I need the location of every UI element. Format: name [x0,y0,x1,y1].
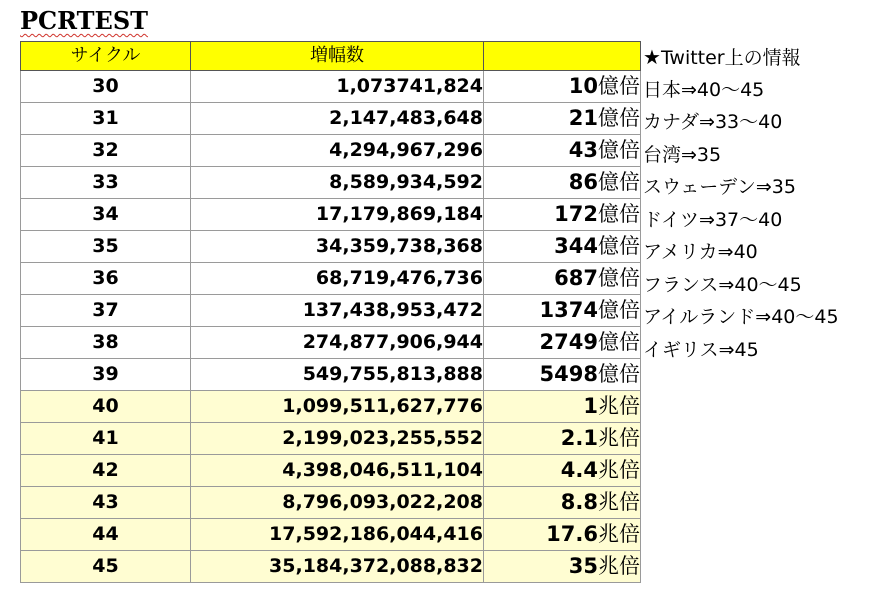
times-unit: 兆倍 [598,426,640,450]
amplification-cell[interactable]: 2,147,483,648 [191,103,484,135]
times-unit: 兆倍 [598,394,640,418]
amplification-cell[interactable]: 35,184,372,088,832 [191,551,484,583]
times-unit: 億倍 [598,170,640,194]
header-amplification[interactable]: 増幅数 [191,42,484,71]
note-item[interactable]: スウェーデン⇒35 [643,176,796,198]
times-unit: 億倍 [598,266,640,290]
times-cell[interactable] [484,103,641,135]
amplification-cell[interactable]: 1,099,511,627,776 [191,391,484,423]
table-row [21,231,641,263]
times-value: 43 [568,138,598,162]
table-row [21,551,641,583]
times-cell[interactable] [484,327,641,359]
cycle-cell[interactable]: 44 [21,519,191,551]
times-value: 21 [568,106,598,130]
note-item[interactable]: フランス⇒40～45 [643,273,802,296]
times-value: 1 [583,394,598,418]
header-times[interactable] [484,42,641,71]
times-value: 344 [554,234,598,258]
times-unit: 億倍 [598,330,640,354]
times-cell[interactable] [484,263,641,295]
times-value: 35 [568,554,598,578]
times-unit: 兆倍 [598,458,640,482]
cycle-cell[interactable]: 35 [21,231,191,263]
amplification-cell[interactable]: 17,179,869,184 [191,199,484,231]
times-unit: 億倍 [598,362,640,386]
table-row [21,455,641,487]
table-row [21,295,641,327]
table-row [21,423,641,455]
times-cell[interactable] [484,167,641,199]
sheet-title: PCRTEST [20,6,149,35]
cycle-cell[interactable]: 33 [21,167,191,199]
table-row [21,167,641,199]
times-unit: 億倍 [598,234,640,258]
times-unit: 兆倍 [598,554,640,578]
times-value: 687 [554,266,598,290]
times-cell[interactable] [484,71,641,103]
note-item[interactable]: アイルランド⇒40～45 [643,306,839,328]
amplification-cell[interactable]: 549,755,813,888 [191,359,484,391]
note-item[interactable]: 日本⇒40～45 [643,78,765,101]
times-cell[interactable] [484,423,641,455]
times-unit: 億倍 [598,202,640,226]
table-body [21,71,641,583]
star-icon: ★ [643,45,661,69]
notes-list [643,74,839,367]
amplification-cell[interactable]: 34,359,738,368 [191,231,484,263]
times-value: 5498 [539,362,598,386]
cycle-cell[interactable]: 38 [21,327,191,359]
pcr-amplification-table [20,41,641,583]
times-value: 4.4 [560,458,598,482]
amplification-cell[interactable]: 17,592,186,044,416 [191,519,484,551]
note-item[interactable]: 台湾⇒35 [643,143,722,166]
cycle-cell[interactable]: 45 [21,551,191,583]
cycle-cell[interactable]: 42 [21,455,191,487]
cycle-cell[interactable]: 37 [21,295,191,327]
times-value: 2749 [539,330,598,354]
table-row [21,391,641,423]
times-unit: 億倍 [598,138,640,162]
times-value: 17.6 [546,522,598,546]
cycle-cell[interactable]: 39 [21,359,191,391]
times-cell[interactable] [484,551,641,583]
times-cell[interactable] [484,359,641,391]
cycle-cell[interactable]: 40 [21,391,191,423]
amplification-cell[interactable]: 8,589,934,592 [191,167,484,199]
times-cell[interactable] [484,135,641,167]
times-cell[interactable] [484,455,641,487]
cycle-cell[interactable]: 31 [21,103,191,135]
table-row [21,71,641,103]
times-value: 86 [568,170,598,194]
amplification-cell[interactable]: 2,199,023,255,552 [191,423,484,455]
amplification-cell[interactable]: 1,073741,824 [191,71,484,103]
times-cell[interactable] [484,391,641,423]
times-value: 8.8 [560,490,598,514]
cycle-cell[interactable]: 32 [21,135,191,167]
amplification-cell[interactable]: 137,438,953,472 [191,295,484,327]
cycle-cell[interactable]: 41 [21,423,191,455]
times-cell[interactable] [484,487,641,519]
note-item[interactable]: カナダ⇒33～40 [643,111,783,133]
times-value: 2.1 [560,426,598,450]
cycle-cell[interactable]: 30 [21,71,191,103]
table-row [21,359,641,391]
table-row [21,327,641,359]
amplification-cell[interactable]: 8,796,093,022,208 [191,487,484,519]
table-row [21,519,641,551]
cycle-cell[interactable]: 34 [21,199,191,231]
times-unit: 兆倍 [598,522,640,546]
times-unit: 億倍 [598,106,640,130]
cycle-cell[interactable]: 36 [21,263,191,295]
table-row [21,263,641,295]
times-value: 1374 [539,298,598,322]
times-value: 10 [568,74,598,98]
amplification-cell[interactable]: 4,294,967,296 [191,135,484,167]
note-item[interactable]: アメリカ⇒40 [643,241,758,263]
table-row [21,103,641,135]
times-value: 172 [554,202,598,226]
note-item[interactable]: イギリス⇒45 [643,338,759,361]
table-row [21,135,641,167]
times-cell[interactable] [484,295,641,327]
amplification-cell[interactable]: 68,719,476,736 [191,263,484,295]
times-cell[interactable] [484,231,641,263]
times-unit: 兆倍 [598,490,640,514]
table-row [21,487,641,519]
table-header-row [21,42,641,71]
header-cycle[interactable]: サイクル [21,42,191,71]
twitter-notes [643,41,839,366]
notes-heading[interactable] [643,41,839,74]
amplification-cell[interactable]: 4,398,046,511,104 [191,455,484,487]
table-row [21,199,641,231]
note-item[interactable]: ドイツ⇒37～40 [643,208,783,231]
cycle-cell[interactable]: 43 [21,487,191,519]
times-unit: 億倍 [598,298,640,322]
times-cell[interactable] [484,199,641,231]
notes-heading-text: Twitter上の情報 [660,47,801,69]
times-cell[interactable] [484,519,641,551]
amplification-cell[interactable]: 274,877,906,944 [191,327,484,359]
times-unit: 億倍 [598,74,640,98]
